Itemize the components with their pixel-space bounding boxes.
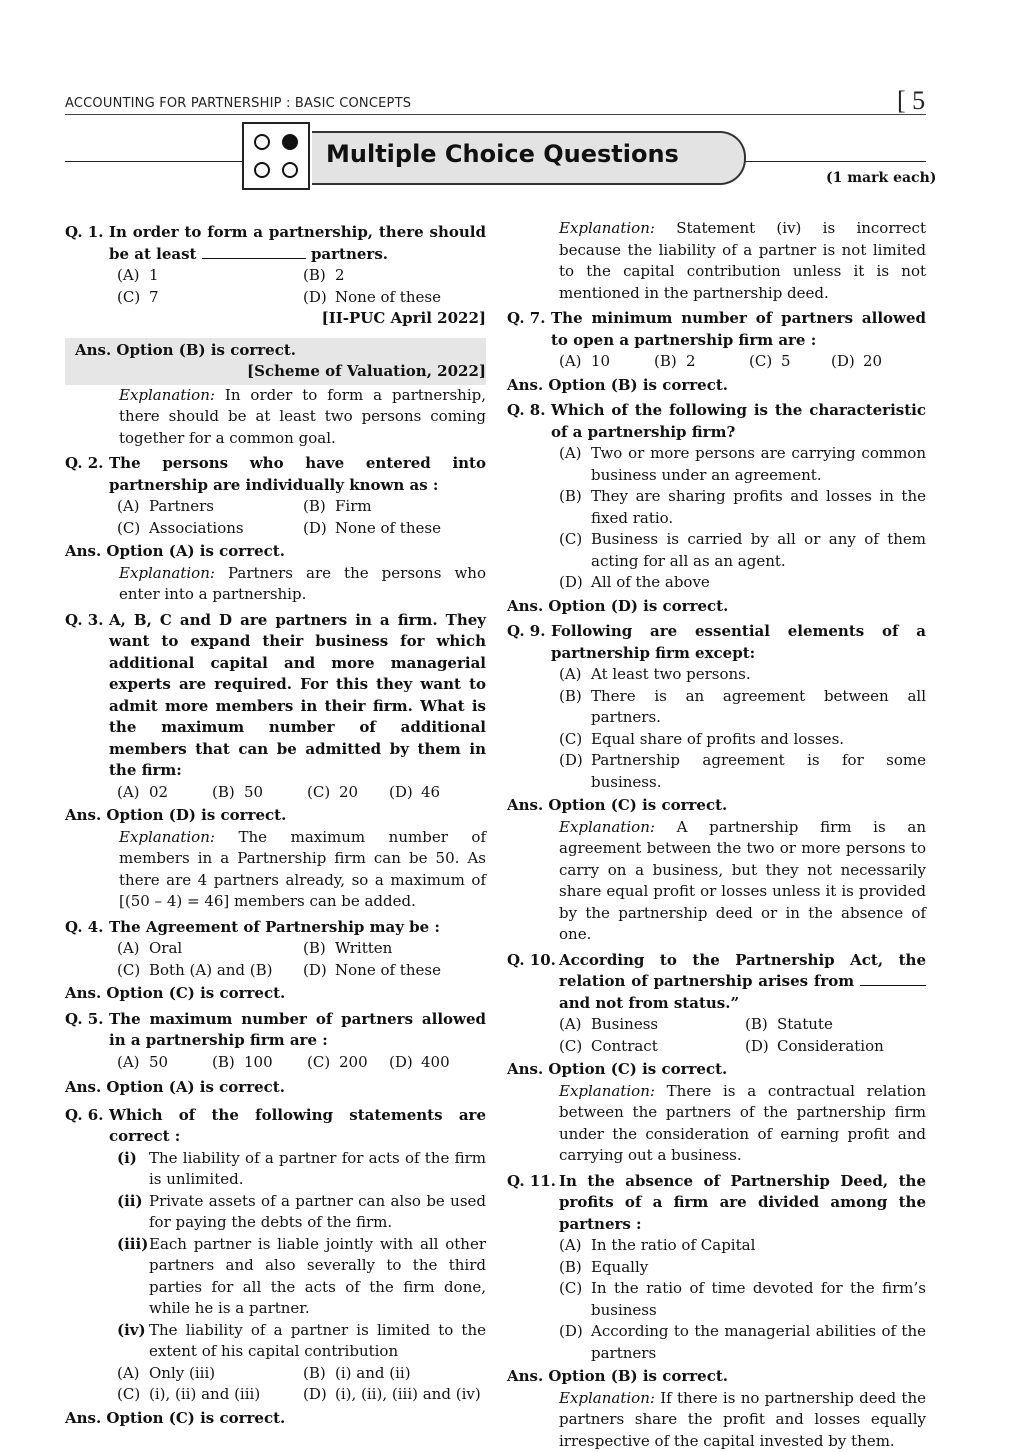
question-9: Q. 9. Following are essential elements of a partnership firm except: <box>507 621 926 664</box>
option-item: (D) According to the managerial abilities of the partners <box>559 1321 926 1364</box>
option-item: (B) Equally <box>559 1257 926 1279</box>
right-column <box>507 218 926 1452</box>
q6-answer: Ans. Option (C) is correct. <box>65 1408 486 1430</box>
question-11: Q. 11. In the absence of Partnership Deed, the profits of a firm are divided among the partners : <box>507 1171 926 1236</box>
statement-item: (ii) Private assets of a partner can also be used for paying the debts of the firm. <box>117 1191 486 1234</box>
option-item: (A) Two or more persons are carrying common business under an agreement. <box>559 443 926 486</box>
statement-item: (iii) Each partner is liable jointly with all other partners and also severally to the third parties for all the acts of the firm done, while he is a partner. <box>117 1234 486 1320</box>
q6-explanation: Explanation: Statement (iv) is incorrect because the liability of a partner is not limited to the capital contribution unless it is not mentioned in the partnership deed. <box>559 218 926 304</box>
q5-answer: Ans. Option (A) is correct. <box>65 1077 486 1099</box>
option-item: (C) In the ratio of time devoted for the firm’s business <box>559 1278 926 1321</box>
title-rule-left <box>65 161 242 162</box>
statement-item: (i) The liability of a partner for acts of the firm is unlimited. <box>117 1148 486 1191</box>
q11-answer: Ans. Option (B) is correct. <box>507 1366 926 1388</box>
option-item: (C) Business is carried by all or any of them acting for all as an agent. <box>559 529 926 572</box>
question-10: Q. 10. According to the Partnership Act, the relation of partnership arises from and not from status.” <box>507 950 926 1015</box>
question-2: Q. 2. The persons who have entered into partnership are individually known as : <box>65 453 486 496</box>
q6-options: (A) Only (iii) (B) (i) and (ii) (C) (i), (ii) and (iii) (D) (i), (ii), (iii) and (iv) <box>117 1363 486 1406</box>
q8-options <box>559 443 926 594</box>
q10-explanation: Explanation: There is a contractual relation between the partners of the partnership firm under the consideration of earning profit and carrying out a business. <box>559 1081 926 1167</box>
page-number: [ 5 <box>897 86 925 116</box>
dots-icon <box>242 122 310 190</box>
q10-answer: Ans. Option (C) is correct. <box>507 1059 926 1081</box>
left-column <box>65 218 486 1429</box>
q11-explanation: Explanation: If there is no partnership deed the partners share the profit and losses equally irrespective of the capital invested by them. <box>559 1388 926 1452</box>
q5-options: (A) 50 (B) 100 (C) 200 (D) 400 <box>117 1052 486 1074</box>
q4-options: (A) Oral (B) Written (C) Both (A) and (B) (D) None of these <box>117 938 486 981</box>
title-rule-right <box>745 161 926 162</box>
chapter-header: ACCOUNTING FOR PARTNERSHIP : BASIC CONCEPTS <box>65 96 411 111</box>
q9-options <box>559 664 926 793</box>
marks-note: (1 mark each) <box>826 170 936 186</box>
option-item: (A) In the ratio of Capital <box>559 1235 926 1257</box>
q6-statements <box>117 1148 486 1363</box>
answer-blank <box>202 244 306 259</box>
statement-item: (iv) The liability of a partner is limited to the extent of his capital contribution <box>117 1320 486 1363</box>
header-divider <box>65 114 926 115</box>
q7-answer: Ans. Option (B) is correct. <box>507 375 926 397</box>
option-item: (D) Partnership agreement is for some business. <box>559 750 926 793</box>
q9-explanation: Explanation: A partnership firm is an agreement between the two or more persons to carry on a business, but they not necessarily share equal profit or losses unless it is provided by the partnership deed or in the absence of one. <box>559 817 926 946</box>
option-item: (A) At least two persons. <box>559 664 926 686</box>
question-8: Q. 8. Which of the following is the characteristic of a partnership firm? <box>507 400 926 443</box>
question-6: Q. 6. Which of the following statements are correct : <box>65 1105 486 1148</box>
option-item: (B) They are sharing profits and losses in the fixed ratio. <box>559 486 926 529</box>
question-3: Q. 3. A, B, C and D are partners in a firm. They want to expand their business for which additional capital and more managerial experts are required. For this they want to admit more members in their firm. What is the maximum number of additional members that can be admitted by them in the firm: <box>65 610 486 782</box>
q1-explanation: Explanation: In order to form a partnership, there should be at least two persons coming together for a common goal. <box>119 385 486 450</box>
question-4: Q. 4. The Agreement of Partnership may be : <box>65 917 486 939</box>
option-item: (B) There is an agreement between all partners. <box>559 686 926 729</box>
q7-options: (A) 10 (B) 2 (C) 5 (D) 20 <box>559 351 926 373</box>
q3-options: (A) 02 (B) 50 (C) 20 (D) 46 <box>117 782 486 804</box>
q1-answer-box: Ans. Option (B) is correct. [Scheme of Valuation, 2022] <box>65 338 486 385</box>
q8-answer: Ans. Option (D) is correct. <box>507 596 926 618</box>
q1-options: (A) 1 (B) 2 (C) 7 (D) None of these <box>117 265 486 308</box>
q4-answer: Ans. Option (C) is correct. <box>65 983 486 1005</box>
q2-answer: Ans. Option (A) is correct. <box>65 541 486 563</box>
q1-source: [II-PUC April 2022] <box>65 308 486 330</box>
option-item: (C) Equal share of profits and losses. <box>559 729 926 751</box>
option-item: (D) All of the above <box>559 572 926 594</box>
question-5: Q. 5. The maximum number of partners allowed in a partnership firm are : <box>65 1009 486 1052</box>
section-title: Multiple Choice Questions <box>326 140 679 168</box>
q3-explanation: Explanation: The maximum number of members in a Partnership firm can be 50. As there are 4 partners already, so a maximum of [(50 – 4) = 46] members can be added. <box>119 827 486 913</box>
q11-options <box>559 1235 926 1364</box>
question-1: Q. 1. In order to form a partnership, there should be at least partners. <box>65 222 486 265</box>
q9-answer: Ans. Option (C) is correct. <box>507 795 926 817</box>
q2-options: (A) Partners (B) Firm (C) Associations (D) None of these <box>117 496 486 539</box>
q10-options: (A) Business (B) Statute (C) Contract (D) Consideration <box>559 1014 926 1057</box>
question-7: Q. 7. The minimum number of partners allowed to open a partnership firm are : <box>507 308 926 351</box>
q3-answer: Ans. Option (D) is correct. <box>65 805 486 827</box>
q2-explanation: Explanation: Partners are the persons who enter into a partnership. <box>119 563 486 606</box>
answer-blank <box>860 971 926 986</box>
